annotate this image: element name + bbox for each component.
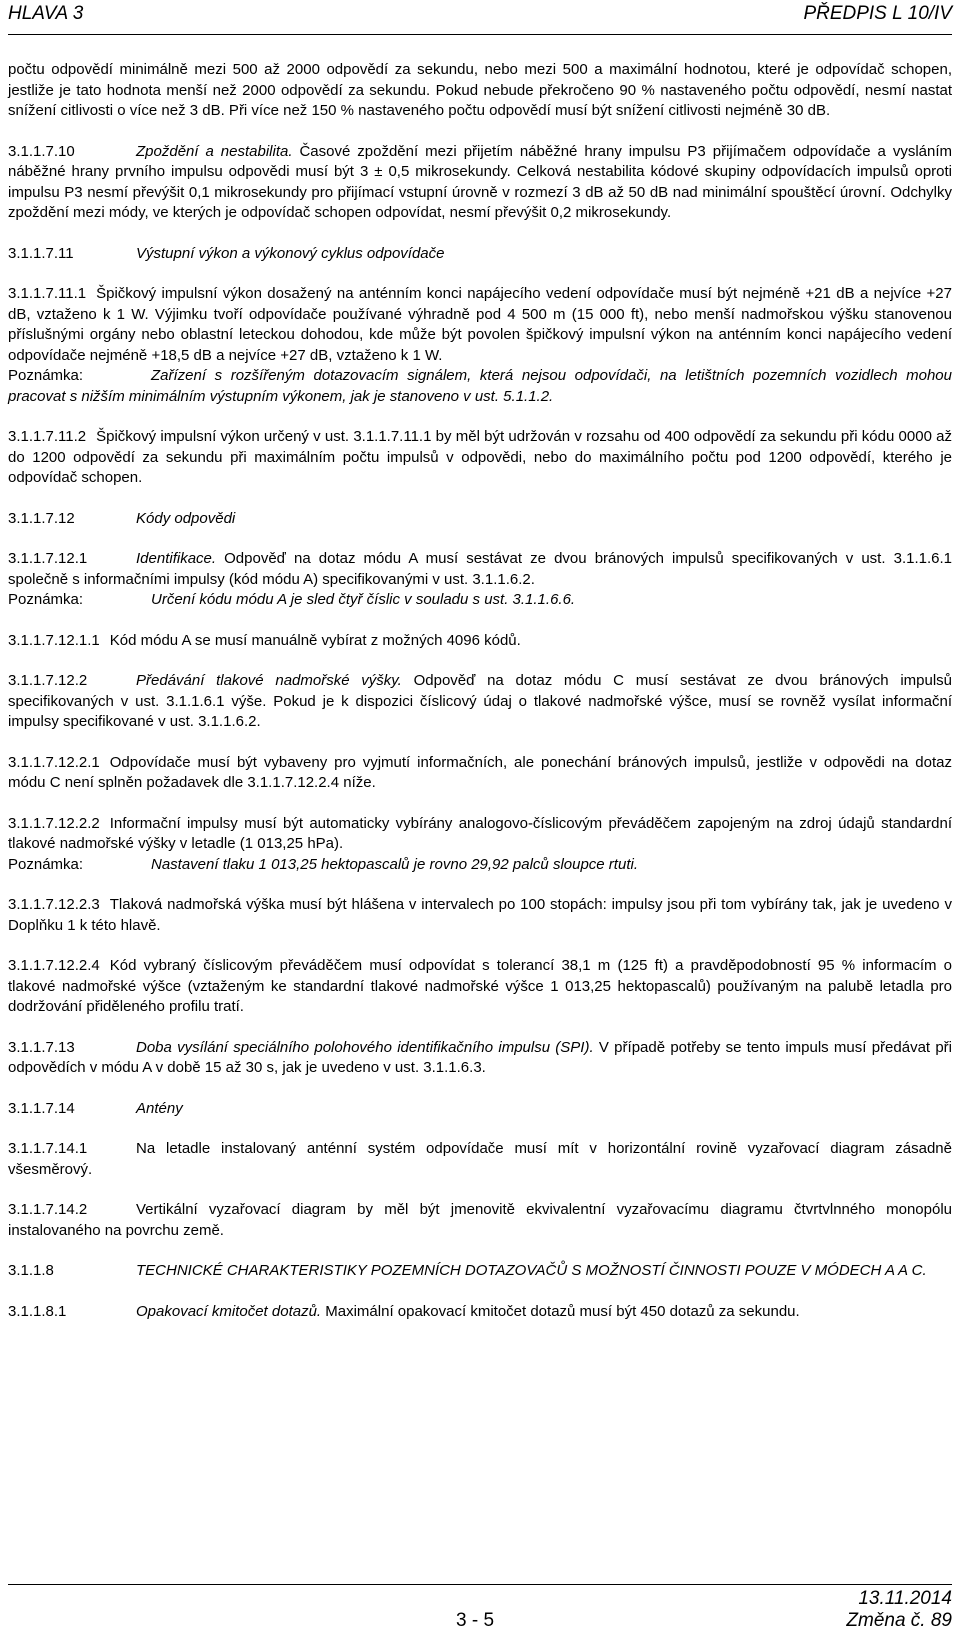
section-title: Antény: [136, 1099, 183, 1117]
section-number: 3.1.1.7.12.1.1: [8, 631, 100, 649]
section-text: Tlaková nadmořská výška musí být hlášena v intervalech po 100 stopách: impulsy jsou při tom vybírány tak, jak je uvedeno v Doplňku 1 k této hlavě.: [8, 896, 952, 934]
section-text: Odpovídače musí být vybaveny pro vyjmutí informačních, ale ponechání bránových impulsů, jestliže v odpovědi na dotaz módu C není splněn požadavek dle 3.1.1.7.12.2.4 níže.: [8, 753, 952, 791]
section-number: 3.1.1.8: [8, 1262, 54, 1279]
section-number: 3.1.1.7.13: [8, 1038, 75, 1056]
section-text: Špičkový impulsní výkon dosažený na anténním konci napájecího vedení odpovídače musí být nejméně +21 dB a nejvíce +27 dB, vztaženo k 1 W. Výjimku tvoří odpovídače používané výhradně pod 4 500 m (15 000 ft), nebo menší nadmořskou výšku stanovenou příslušnými orgány nebo oblastní leteckou dohodou, kde může být povolen špičkový impulsní výkon na anténním konci napájecího vedení odpovídače nejméně +18,5 dB a nejvíce +27 dB, vztaženo k 1 W.: [8, 285, 952, 364]
section-title: Kódy odpovědi: [136, 509, 236, 527]
note-1: [8, 366, 952, 407]
section-number: 3.1.1.7.14.1: [8, 1140, 88, 1157]
section-number: 3.1.1.7.12.1: [8, 550, 88, 567]
note-text: Zařízení s rozšířeným dotazovacím signálem, která nejsou odpovídači, na letištních pozemních vozidlech mohou pracovat s nižším minimálním výstupním výkonem, jak je stanoveno v ust. 5.1.1.2.: [8, 367, 952, 405]
section-3-1-1-7-12-2: [8, 671, 952, 733]
section-number: 3.1.1.7.12.2.4: [8, 957, 100, 974]
section-title: Doba vysílání speciálního polohového identifikačního impulsu (SPI).: [136, 1038, 594, 1056]
section-number: 3.1.1.7.10: [8, 142, 75, 160]
revision-date: 13.11.2014: [858, 1588, 952, 1609]
section-3-1-1-7-12-1: [8, 549, 952, 590]
section-title: TECHNICKÉ CHARAKTERISTIKY POZEMNÍCH DOTAZOVAČŮ S MOŽNOSTÍ ČINNOSTI POUZE V MÓDECH A A C.: [136, 1262, 927, 1279]
section-number: 3.1.1.7.12.2.1: [8, 753, 100, 771]
section-text: Časové zpoždění mezi přijetím náběžné hrany impulsu P3 přijímačem odpovídače a vysláním náběžné hrany prvního impulsu odpovědi musí být 3 ± 0,5 mikrosekundy. Celková nestabilita kódové skupiny odpovídacích impulsů oproti impulsu P3 nesmí převýšit 0,1 mikrosekundy pro přijímací vstupní úrovně v rozmezí 3 dB až 50 dB nad minimální spouštěcí úrovní. Odchylky zpoždění mezi módy, ve kterých je odpovídač schopen odpovídat, nesmí převýšit 0,2 mikrosekundy.: [8, 142, 952, 221]
section-3-1-1-7-10: [8, 142, 952, 224]
section-text: Odpověď na dotaz módu A musí sestávat ze dvou bránových impulsů specifikovaných v ust. 3.1.1.6.1 společně s informačními impulsy (kód módu A) specifikovanými v ust. 3.1.1.6.2.: [8, 550, 952, 588]
section-number: 3.1.1.7.12: [8, 509, 75, 527]
section-3-1-1-8: [8, 1261, 952, 1282]
section-3-1-1-7-12-2-4: [8, 956, 952, 1018]
section-3-1-1-7-14-2: [8, 1200, 952, 1241]
section-3-1-1-7-12-2-3: [8, 895, 952, 936]
section-number: 3.1.1.7.12.2.2: [8, 814, 100, 832]
note-2: [8, 590, 952, 611]
page-number: 3 - 5: [456, 1610, 495, 1631]
section-number: 3.1.1.7.14.2: [8, 1201, 88, 1218]
document-body: [8, 60, 952, 1322]
section-title: Opakovací kmitočet dotazů.: [136, 1302, 322, 1320]
section-text: Kód vybraný číslicovým převáděčem musí odpovídat s tolerancí 38,1 m (125 ft) a pravděpodobností 95 % informacím o tlakové nadmořské výšce (vztaženým ke standardní tlakové nadmořské výšce 1 013,25 hektopascalů) používaným na palubě letadla pro dodržování přiděleného profilu tratí.: [8, 957, 952, 1015]
section-3-1-1-7-11: [8, 244, 952, 265]
note-label: Poznámka:: [8, 591, 84, 608]
section-title: Předávání tlakové nadmořské výšky.: [136, 672, 402, 689]
note-3: [8, 855, 952, 876]
section-3-1-1-7-11-1: [8, 284, 952, 366]
section-title: Výstupní výkon a výkonový cyklus odpovídače: [136, 244, 445, 262]
section-3-1-1-7-13: [8, 1038, 952, 1079]
section-text: Odpověď na dotaz módu C musí sestávat ze dvou bránových impulsů specifikovaných v ust. 3.1.1.6.1 výše. Pokud je k dispozici číslicový údaj o tlakové nadmořské výšce, musí se rovněž vysílat informační impulsy specifikované v ust. 3.1.1.6.2.: [8, 672, 953, 730]
section-number: 3.1.1.7.14: [8, 1099, 75, 1117]
section-text: Vertikální vyzařovací diagram by měl být jmenovitě ekvivalentní vyzařovacímu diagramu čtvrtvlnného monopólu instalovaného na povrchu země.: [8, 1201, 952, 1239]
section-3-1-1-7-12-2-1: [8, 753, 952, 794]
section-3-1-1-7-12: [8, 509, 952, 530]
paragraph-continuation: počtu odpovědí minimálně mezi 500 až 2000 odpovědí za sekundu, nebo mezi 500 a maximální hodnotou, které je odpovídač schopen, jestliže je tato hodnota menší než 2000 odpovědí za sekundu. Pokud nebude překročeno 90 % nastaveného počtu odpovědí, nesmí nastat snížení citlivosti o více než 3 dB. Při více než 150 % nastaveného počtu odpovědí musí být snížení citlivosti nejméně 30 dB.: [8, 61, 952, 119]
section-3-1-1-7-12-1-1: [8, 631, 952, 652]
note-text: Určení kódu módu A je sled čtyř číslic v souladu s ust. 3.1.1.6.6.: [151, 591, 576, 608]
section-title: Identifikace.: [136, 550, 217, 567]
section-text: Kód módu A se musí manuálně vybírat z možných 4096 kódů.: [109, 631, 521, 649]
section-number: 3.1.1.7.12.2: [8, 672, 88, 689]
section-number: 3.1.1.7.12.2.3: [8, 896, 100, 913]
section-3-1-1-7-14-1: [8, 1139, 952, 1180]
section-text: Na letadle instalovaný anténní systém odpovídače musí mít v horizontální rovině vyzařovací diagram zásadně všesměrový.: [8, 1140, 952, 1178]
section-text: Špičkový impulsní výkon určený v ust. 3.1.1.7.11.1 by měl být udržován v rozsahu od 400 odpovědí za sekundu při kódu 0000 až do 1200 odpovědí za sekundu při maximálním počtu impulsů v odpovědi, nebo do maximálního počtu pod 1200 odpovědí, kterého je odpovídač schopen.: [8, 428, 952, 486]
change-number: Změna č. 89: [846, 1610, 952, 1631]
chapter-label: HLAVA 3: [8, 3, 84, 24]
section-title: Zpoždění a nestabilita.: [136, 142, 293, 160]
section-3-1-1-7-12-2-2: [8, 814, 952, 855]
section-number: 3.1.1.8.1: [8, 1302, 67, 1320]
note-label: Poznámka:: [8, 855, 84, 873]
section-text: V případě potřeby se tento impuls musí předávat při odpovědích v módu A v době 15 až 30 s, jak je uvedeno v ust. 3.1.1.6.3.: [8, 1038, 953, 1076]
regulation-label: PŘEDPIS L 10/IV: [803, 3, 952, 24]
section-number: 3.1.1.7.11.1: [8, 285, 87, 302]
footer-rule: [8, 1584, 952, 1585]
section-text: Maximální opakovací kmitočet dotazů musí být 450 dotazů za sekundu.: [325, 1302, 800, 1320]
section-3-1-1-7-11-2: [8, 427, 952, 489]
section-text: Informační impulsy musí být automaticky vybírány analogovo-číslicovým převáděčem zapojeným na zdroj údajů standardní tlakové nadmořské výšky v letadle (1 013,25 hPa).: [8, 814, 952, 852]
section-number: 3.1.1.7.11: [8, 244, 74, 262]
section-3-1-1-8-1: [8, 1302, 952, 1323]
note-label: Poznámka:: [8, 367, 84, 384]
section-number: 3.1.1.7.11.2: [8, 428, 87, 445]
note-text: Nastavení tlaku 1 013,25 hektopascalů je rovno 29,92 palců sloupce rtuti.: [151, 855, 638, 873]
header-rule: [8, 34, 952, 35]
page-header: [8, 3, 952, 27]
section-3-1-1-7-14: [8, 1099, 952, 1120]
